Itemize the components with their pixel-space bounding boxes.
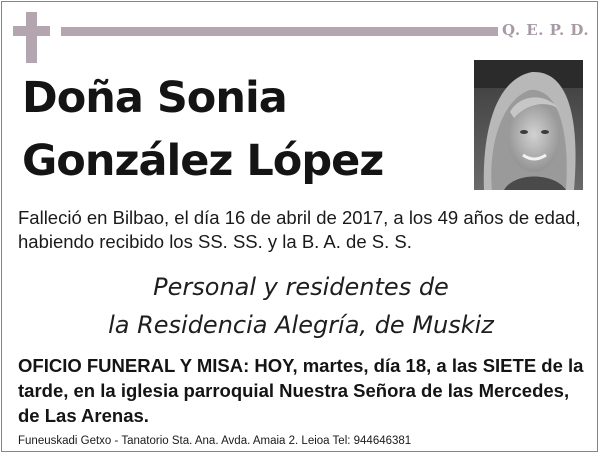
qepd-label: Q. E. P. D. bbox=[502, 21, 590, 39]
portrait-image bbox=[474, 60, 583, 190]
family-line-2: la Residencia Alegría, de Muskiz bbox=[108, 311, 494, 339]
obituary-card bbox=[1, 1, 598, 452]
header-rule bbox=[61, 27, 498, 36]
deceased-name-line-1: Doña Sonia bbox=[22, 73, 287, 123]
deceased-photo bbox=[474, 60, 583, 190]
cross-icon bbox=[26, 12, 37, 63]
cross-icon-bar bbox=[13, 26, 50, 36]
funeral-details: OFICIO FUNERAL Y MISA: HOY, martes, día 18, a las SIETE de la tarde, en la iglesia parroquial Nuestra Señora de las Mercedes, de Las Arenas. bbox=[18, 355, 584, 426]
death-notice: Falleció en Bilbao, el día 16 de abril de 2017, a los 49 años de edad, habiendo recibido los SS. SS. y la B. A. de S. S. bbox=[18, 207, 581, 252]
family-line-1: Personal y residentes de bbox=[153, 273, 449, 301]
funeral-home-footer: Funeuskadi Getxo - Tanatorio Sta. Ana. Avda. Amaia 2. Leioa Tel: 944646381 bbox=[18, 435, 412, 447]
deceased-name-line-2: González López bbox=[22, 136, 384, 186]
